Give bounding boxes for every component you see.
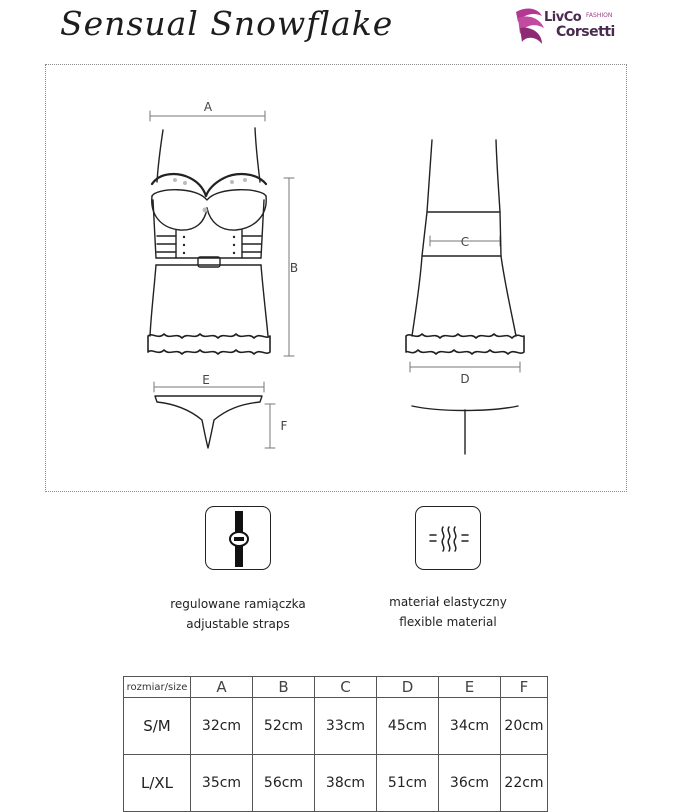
size-label: L/XL <box>124 755 191 812</box>
size-column-e: E <box>439 677 501 698</box>
feature-adjustable-straps <box>138 594 338 634</box>
table-row <box>124 755 548 812</box>
size-cell: 52cm <box>253 698 315 755</box>
size-chart-table <box>123 676 548 812</box>
size-cell: 22cm <box>501 755 548 812</box>
size-cell: 32cm <box>191 698 253 755</box>
size-column-d: D <box>377 677 439 698</box>
feature-2-label-en: flexible material <box>399 615 497 629</box>
size-cell: 56cm <box>253 755 315 812</box>
brand-name-line2: Corsetti <box>556 24 615 40</box>
back-thong-drawing <box>412 406 518 454</box>
dimension-label-e: E <box>202 373 210 387</box>
dimension-label-b: B <box>289 261 299 275</box>
feature-1-label-en: adjustable straps <box>186 617 290 631</box>
adjustable-strap-icon <box>205 506 271 570</box>
table-row <box>124 698 548 755</box>
size-cell: 45cm <box>377 698 439 755</box>
dimension-label-d: D <box>460 372 470 386</box>
size-cell: 20cm <box>501 698 548 755</box>
feature-flexible-material <box>348 592 548 632</box>
size-column-b: B <box>253 677 315 698</box>
feature-1-label-pl: regulowane ramiączka <box>170 597 306 611</box>
size-column-c: C <box>315 677 377 698</box>
size-label: S/M <box>124 698 191 755</box>
feature-2-label-pl: materiał elastyczny <box>389 595 507 609</box>
brand-name-line1: LivCo <box>544 10 582 25</box>
size-cell: 35cm <box>191 755 253 812</box>
size-cell: 34cm <box>439 698 501 755</box>
product-title: Sensual Snowflake <box>60 4 394 43</box>
size-table-header-row <box>124 677 548 698</box>
size-column-f: F <box>501 677 548 698</box>
size-table-corner-label: rozmiar/size <box>124 677 191 698</box>
dimension-label-c: C <box>460 235 470 249</box>
front-thong-drawing <box>155 396 262 448</box>
front-chemise-drawing <box>148 128 270 354</box>
size-cell: 33cm <box>315 698 377 755</box>
dimension-label-a: A <box>203 100 213 114</box>
size-cell: 36cm <box>439 755 501 812</box>
size-cell: 38cm <box>315 755 377 812</box>
size-cell: 51cm <box>377 755 439 812</box>
flexible-material-icon <box>415 506 481 570</box>
brand-fashion-tag: FASHION <box>586 12 613 19</box>
dimension-label-f: F <box>280 419 288 433</box>
size-column-a: A <box>191 677 253 698</box>
